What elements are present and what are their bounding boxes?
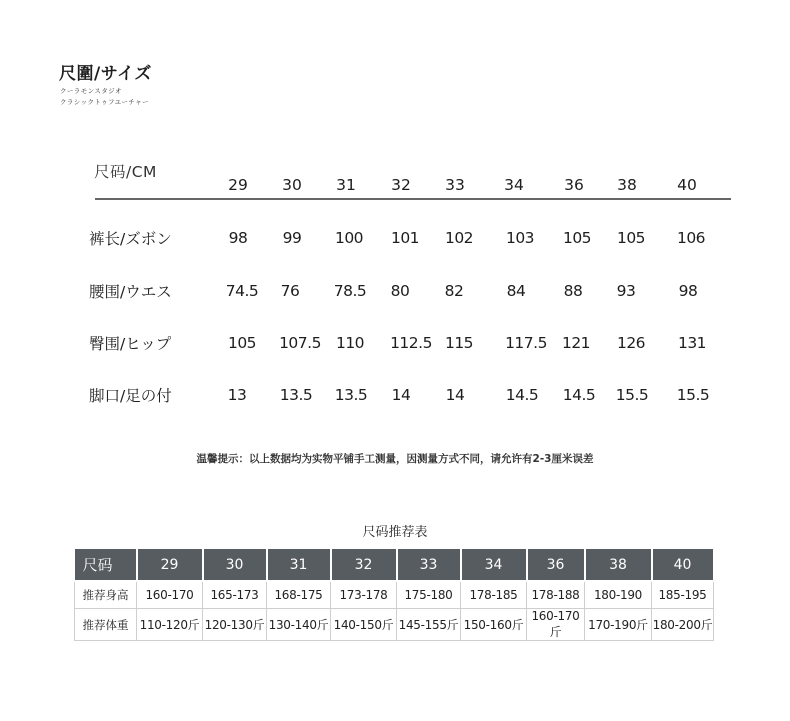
measurement-value: 93	[616, 282, 636, 300]
recommend-cell: 160-170	[137, 581, 203, 609]
recommend-table-title: 尺码推荐表	[362, 525, 428, 540]
recommend-cell: 110-120斤	[137, 609, 203, 641]
recommend-cell: 165-173	[203, 581, 267, 609]
recommend-header-row	[75, 549, 714, 581]
recommend-cell: 120-130斤	[203, 609, 267, 641]
recommend-cell: 178-185	[461, 581, 527, 609]
measurement-value: 15.5	[615, 386, 649, 404]
measurement-value: 126	[616, 334, 646, 352]
table-row	[75, 609, 714, 641]
measurement-value: 105	[227, 334, 257, 352]
measurement-value: 14	[391, 386, 411, 404]
recommend-size-header: 33	[397, 549, 461, 581]
measurement-value: 14.5	[505, 386, 539, 404]
recommend-size-header: 38	[585, 549, 652, 581]
measurement-value: 131	[677, 334, 707, 352]
measurement-value: 99	[282, 229, 302, 247]
recommend-cell: 175-180	[397, 581, 461, 609]
measurement-value: 107.5	[279, 334, 321, 352]
measurement-value: 84	[506, 282, 526, 300]
measurement-value: 82	[444, 282, 464, 300]
measurement-value: 98	[678, 282, 698, 300]
recommend-cell: 185-195	[652, 581, 714, 609]
recommend-cell: 160-170斤	[527, 609, 585, 641]
size-recommend-table	[74, 549, 715, 641]
row-label-waist: 腰围/ウエス	[89, 283, 172, 301]
recommend-row-label: 推荐身高	[75, 581, 137, 609]
table-divider	[95, 198, 731, 200]
page-title: 尺圍/サイズ	[59, 64, 152, 84]
recommend-cell: 173-178	[331, 581, 397, 609]
recommend-cell: 130-140斤	[267, 609, 331, 641]
size-header: 33	[445, 176, 465, 194]
measurement-value: 105	[562, 229, 592, 247]
recommend-size-header: 34	[461, 549, 527, 581]
subtitle-line-2: クラシックトゥフユーチャー	[60, 98, 149, 106]
measurement-value: 103	[505, 229, 535, 247]
recommend-row-label: 推荐体重	[75, 609, 137, 641]
measurement-value: 112.5	[390, 334, 432, 352]
recommend-size-header: 31	[267, 549, 331, 581]
measurement-value: 105	[616, 229, 646, 247]
recommend-size-header: 40	[652, 549, 714, 581]
table-row	[75, 581, 714, 609]
recommend-size-header: 32	[331, 549, 397, 581]
recommend-cell: 170-190斤	[585, 609, 652, 641]
size-header: 38	[617, 176, 637, 194]
size-header: 36	[564, 176, 584, 194]
measurement-value: 106	[676, 229, 706, 247]
measurement-value: 13.5	[334, 386, 368, 404]
measurement-value: 14.5	[562, 386, 596, 404]
recommend-cell: 168-175	[267, 581, 331, 609]
measurement-value: 15.5	[676, 386, 710, 404]
measurement-value: 117.5	[505, 334, 547, 352]
row-label-hip: 臀围/ヒップ	[89, 335, 172, 353]
measurement-value: 74.5	[225, 282, 259, 300]
measurement-value: 14	[445, 386, 465, 404]
size-header: 29	[228, 176, 248, 194]
recommend-cell: 180-200斤	[652, 609, 714, 641]
size-header: 31	[336, 176, 356, 194]
recommend-size-header: 29	[137, 549, 203, 581]
row-label-length: 裤长/ズボン	[89, 230, 172, 248]
measurement-value: 78.5	[333, 282, 367, 300]
measurement-value: 13.5	[279, 386, 313, 404]
subtitle-line-1: クーラモンスタジオ	[60, 87, 122, 95]
measurement-value: 100	[334, 229, 364, 247]
measurement-value: 121	[561, 334, 591, 352]
size-header: 30	[282, 176, 302, 194]
recommend-cell: 140-150斤	[331, 609, 397, 641]
recommend-cell: 178-188	[527, 581, 585, 609]
measurement-value: 110	[335, 334, 365, 352]
measurement-value: 80	[390, 282, 410, 300]
measurement-value: 115	[444, 334, 474, 352]
recommend-cell: 180-190	[585, 581, 652, 609]
measurement-value: 13	[227, 386, 247, 404]
size-header: 40	[677, 176, 697, 194]
measurement-value: 101	[390, 229, 420, 247]
recommend-header-label: 尺码	[75, 549, 137, 581]
measurement-value: 76	[280, 282, 300, 300]
measurement-note: 温馨提示：以上数据均为实物平铺手工测量，因测量方式不同，请允许有2-3厘米误差	[196, 453, 594, 465]
measurement-value: 102	[444, 229, 474, 247]
recommend-cell: 145-155斤	[397, 609, 461, 641]
recommend-cell: 150-160斤	[461, 609, 527, 641]
recommend-size-header: 36	[527, 549, 585, 581]
size-unit-label: 尺码/CM	[94, 163, 157, 181]
recommend-size-header: 30	[203, 549, 267, 581]
size-header: 32	[391, 176, 411, 194]
size-header: 34	[504, 176, 524, 194]
measurement-value: 88	[563, 282, 583, 300]
measurement-value: 98	[228, 229, 248, 247]
row-label-leg-opening: 脚口/足の付	[89, 387, 172, 405]
